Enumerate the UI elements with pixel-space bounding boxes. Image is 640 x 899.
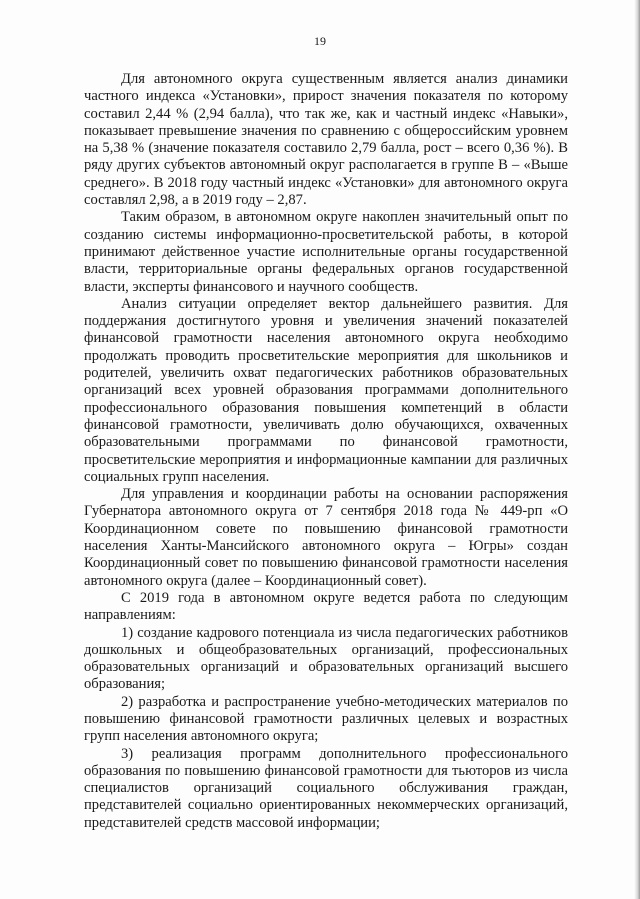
paragraph-directions-intro: С 2019 года в автономном округе ведется работа по следующим направлениям: xyxy=(84,589,568,624)
scan-edge-shadow xyxy=(634,0,640,899)
paragraph-development-vector: Анализ ситуации определяет вектор дальнейшего развития. Для поддержания достигнутого уровня и увеличения значений показателей финансовой грамотности населения автономного округа необходимо продолжать проводить просветительские мероприятия для школьников и родителей, увеличить охват педагогических работников образовательных организаций всех уровней образования программами дополнительного профессионального образования повышения компетенций в области финансовой грамотности, увеличивать долю обучающихся, охваченных образовательными программами по финансовой грамотности, просветительские мероприятия и информационные кампании для различных социальных групп населения. xyxy=(84,295,568,485)
paragraph-coordination-council: Для управления и координации работы на основании распоряжения Губернатора автономного округа от 7 сентября 2018 года № 449-рп «О Координационном совете по повышению финансовой грамотности населения Ханты-Мансийского автономного округа – Югры» создан Координационный совет по повышению финансовой грамотности населения автономного округа (далее – Координационный совет). xyxy=(84,486,568,589)
document-body xyxy=(84,71,568,832)
list-item-2: 2) разработка и распространение учебно-методических материалов по повышению финансовой грамотности различных целевых и возрастных групп населения автономного округа; xyxy=(84,693,568,745)
page-number: 19 xyxy=(314,34,326,48)
list-item-1: 1) создание кадрового потенциала из числа педагогических работников дошкольных и общеобразовательных организаций, профессиональных образовательных организаций и образовательных организаций высшего образования; xyxy=(84,624,568,693)
paragraph-index-dynamics: Для автономного округа существенным является анализ динамики частного индекса «Установки», прирост значения показателя по которому составил 2,44 % (2,94 балла), что так же, как и частный индекс «Навыки», показывает превышение значения по сравнению с общероссийским уровнем на 5,38 % (значение показателя составило 2,79 балла, рост – всего 0,36 %). В ряду других субъектов автономный округ располагается в группе В – «Выше среднего». В 2018 году частный индекс «Установки» для автономного округа составлял 2,98, а в 2019 году – 2,87. xyxy=(84,71,568,209)
list-item-3: 3) реализация программ дополнительного профессионального образования по повышению финансовой грамотности для тьюторов из числа специалистов организаций социального обслуживания граждан, представителей социально ориентированных некоммерческих организаций, представителей средств массовой информации; xyxy=(84,745,568,831)
paragraph-experience: Таким образом, в автономном округе накоплен значительный опыт по созданию системы информационно-просветительской работы, в которой принимают действенное участие исполнительные органы государственной власти, территориальные органы федеральных органов государственной власти, эксперты финансового и научного сообществ. xyxy=(84,209,568,295)
